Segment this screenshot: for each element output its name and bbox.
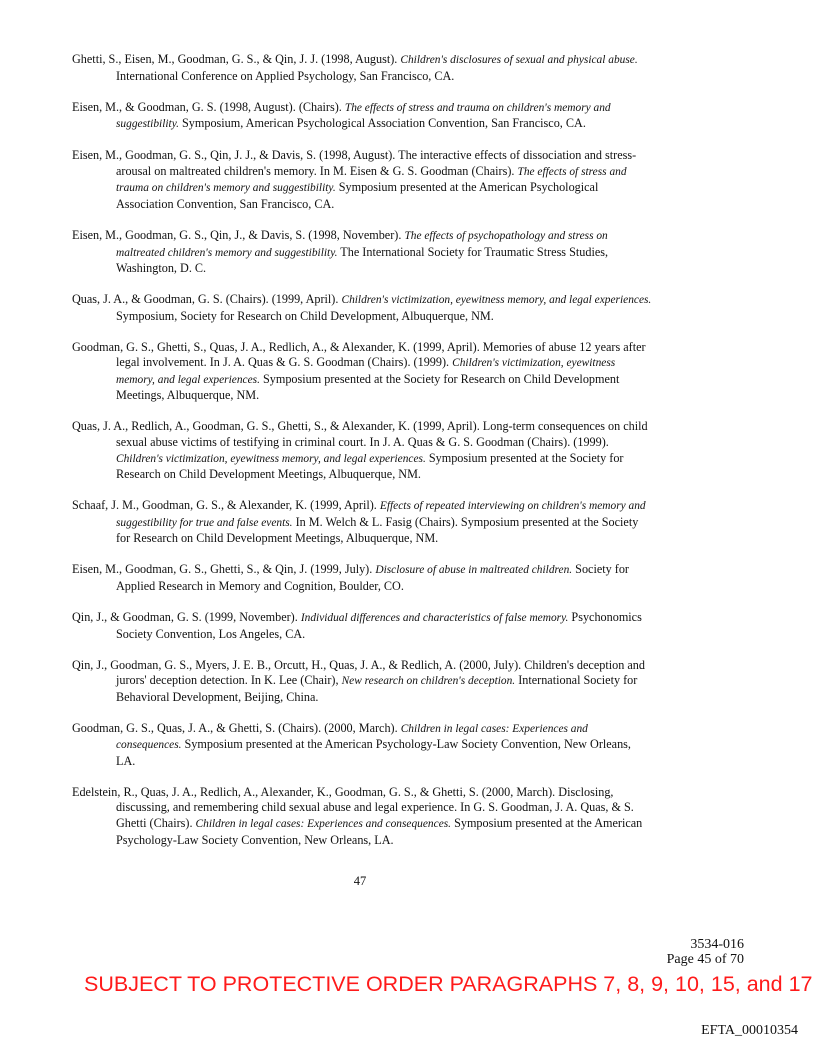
reference-entry: Goodman, G. S., Ghetti, S., Quas, J. A., Redlich, A., & Alexander, K. (1999, April). Memories of abuse 12 years after legal involvement. In J. A. Quas & G. S. Goodman (Chairs). (1999). Children's victimization, eyewitness memory, and legal experiences. Symposium presented at the Society for Research on Child Development Meetings, Albuquerque, NM. [72,339,646,403]
reference-entry: Quas, J. A., Redlich, A., Goodman, G. S., Ghetti, S., & Alexander, K. (1999, April). Long-term consequences on child sexual abuse victims of testifying in criminal court. In J. A. Quas & G. S. Goodman (Chairs). (1999). Children's victimization, eyewitness memory, and legal experiences. Symposium presented at the Society for Research on Child Development Meetings, Albuquerque, NM. [72,419,648,482]
case-number: 3534-016 [690,937,744,952]
reference-list [72,52,652,864]
reference-entry: Edelstein, R., Quas, J. A., Redlich, A., Alexander, K., Goodman, G. S., & Ghetti, S. (2000, March). Disclosing, discussing, and remembering child sexual abuse and legal experience. In G. S. Goodman, J. A. Quas, & S. Ghetti (Chairs). Children in legal cases: Experiences and consequences. Symposium presented at the American Psychology-Law Society Convention, New Orleans, LA. [72,784,643,847]
reference-entry: Eisen, M., Goodman, G. S., Ghetti, S., & Qin, J. (1999, July). Disclosure of abuse in maltreated children. Society for Applied Research in Memory and Cognition, Boulder, CO. [72,562,629,593]
reference-entry: Eisen, M., Goodman, G. S., Qin, J., & Davis, S. (1998, November). The effects of psychopathology and stress on maltreated children's memory and suggestibility. The International Society for Traumatic Stress Studies, Washington, D. C. [72,227,609,276]
reference-entry: Ghetti, S., Eisen, M., Goodman, G. S., & Qin, J. J. (1998, August). Children's disclosures of sexual and physical abuse. International Conference on Applied Psychology, San Francisco, CA. [72,52,638,83]
reference-entry: Qin, J., & Goodman, G. S. (1999, November). Individual differences and characteristics of false memory. Psychonomics Society Convention, Los Angeles, CA. [72,609,642,641]
reference-entry: Qin, J., Goodman, G. S., Myers, J. E. B., Orcutt, H., Quas, J. A., & Redlich, A. (2000, July). Children's deception and jurors' deception detection. In K. Lee (Chair), New research on children's deception. International Society for Behavioral Development, Beijing, China. [72,657,645,704]
reference-entry: Goodman, G. S., Quas, J. A., & Ghetti, S. (Chairs). (2000, March). Children in legal cases: Experiences and consequences. Symposium presented at the American Psychology-Law Society Convention, New Orleans, LA. [72,720,631,768]
reference-entry: Schaaf, J. M., Goodman, G. S., & Alexander, K. (1999, April). Effects of repeated interviewing on children's memory and suggestibility for true and false events. In M. Welch & L. Fasig (Chairs). Symposium presented at the Society for Research on Child Development Meetings, Albuquerque, NM. [72,498,646,546]
reference-entry: Quas, J. A., & Goodman, G. S. (Chairs). (1999, April). Children's victimization, eyewitness memory, and legal experiences. Symposium, Society for Research on Child Development, Albuquerque, NM. [72,292,652,323]
reference-entry: Eisen, M., Goodman, G. S., Qin, J. J., & Davis, S. (1998, August). The interactive effects of dissociation and stress-arousal on maltreated children's memory. In M. Eisen & G. S. Goodman (Chairs). The effects of stress and trauma on children's memory and suggestibility. Symposium presented at the American Psychological Association Convention, San Francisco, CA. [72,148,637,211]
protective-order-notice: SUBJECT TO PROTECTIVE ORDER PARAGRAPHS 7, 8, 9, 10, 15, and 17 [84,972,813,996]
bates-number: EFTA_00010354 [701,1023,798,1038]
page-of-label: Page 45 of 70 [666,952,744,967]
reference-entry: Eisen, M., & Goodman, G. S. (1998, August). (Chairs). The effects of stress and trauma on children's memory and suggestibility. Symposium, American Psychological Association Convention, San Francisco, CA. [72,99,611,131]
document-footer-id [667,937,744,967]
page-number: 47 [353,874,367,888]
